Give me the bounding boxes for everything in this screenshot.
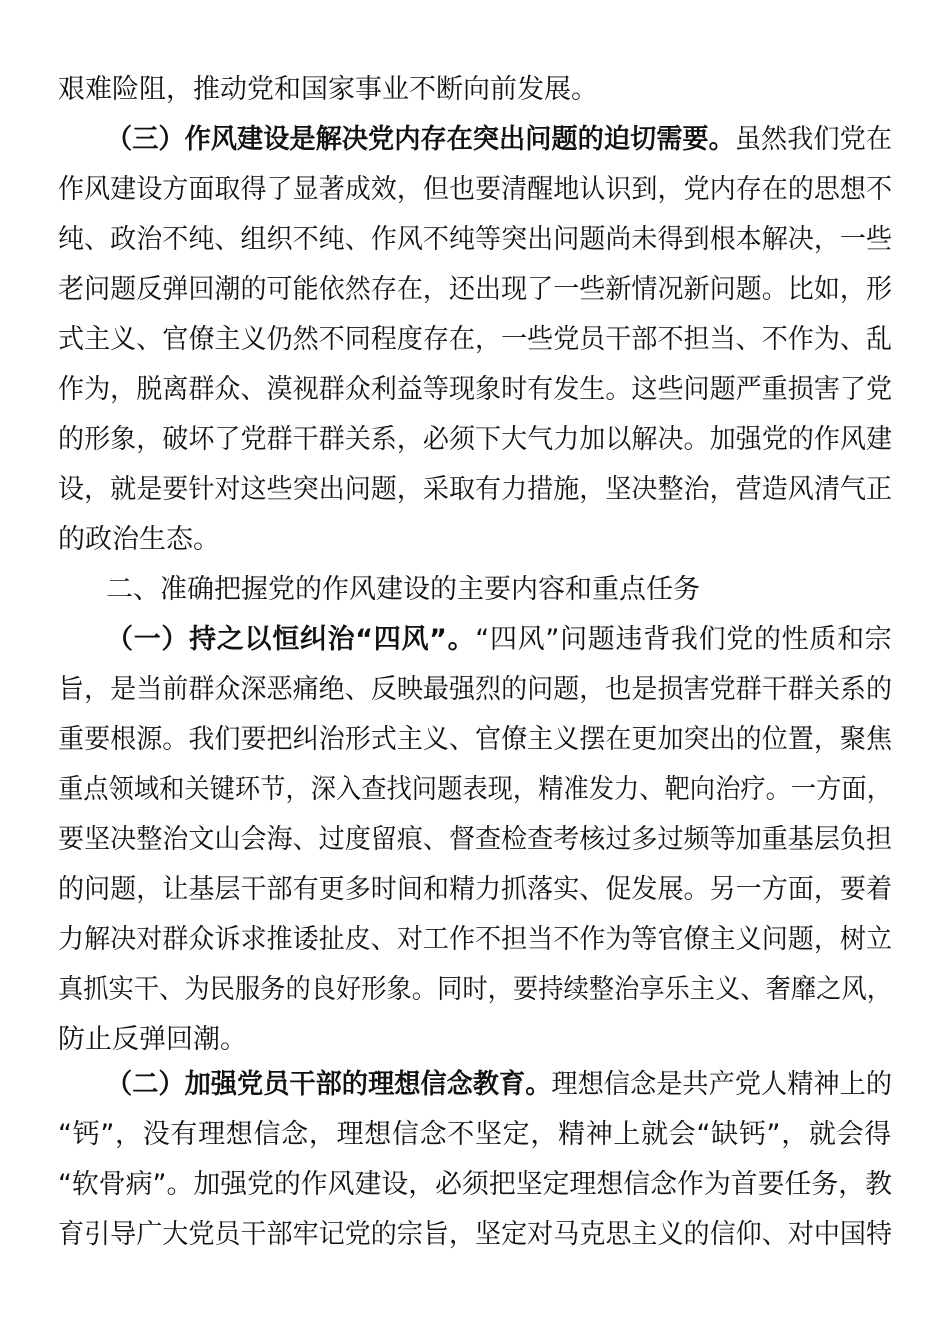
text-segment: 重要根源。我们要把纠治形式主义、官僚主义摆在更加突出的位置，聚焦 [58, 724, 893, 755]
text-line [106, 615, 892, 665]
text-segment: 真抓实干、为民服务的良好形象。同时，要持续整治享乐主义、奢靡之风， [58, 974, 892, 1005]
text-segment: 作风建设方面取得了显著成效，但也要清醒地认识到，党内存在的思想不 [58, 174, 893, 205]
text-segment: “四风”问题违背我们党的性质和宗 [475, 624, 893, 655]
text-line [58, 1210, 892, 1260]
text-segment: 式主义、官僚主义仍然不同程度存在，一些党员干部不担当、不作为、乱 [58, 324, 893, 355]
text-segment: “钙”，没有理想信念，理想信念不坚定，精神上就会“缺钙”，就会得 [58, 1119, 892, 1150]
text-line [58, 215, 892, 265]
text-segment: 的形象，破坏了党群干群关系，必须下大气力加以解决。加强党的作风建 [58, 424, 893, 455]
text-segment: 的政治生态。 [58, 524, 220, 555]
text-segment: 防止反弹回潮。 [58, 1024, 247, 1055]
text-segment: 设，就是要针对这些突出问题，采取有力措施，坚决整治，营造风清气正 [58, 474, 893, 505]
text-line [58, 1015, 247, 1065]
text-line [58, 1110, 892, 1160]
text-segment: 作为，脱离群众、漠视群众利益等现象时有发生。这些问题严重损害了党 [58, 374, 893, 405]
text-segment: 力解决对群众诉求推诿扯皮、对工作不担当不作为等官僚主义问题，树立 [58, 924, 893, 955]
text-segment: 老问题反弹回潮的可能依然存在，还出现了一些新情况新问题。比如，形 [58, 274, 893, 305]
text-line [58, 765, 892, 815]
text-line [58, 715, 892, 765]
text-segment: 二、准确把握党的作风建设的主要内容和重点任务 [106, 574, 700, 605]
text-segment: 育引导广大党员干部牢记党的宗旨，坚定对马克思主义的信仰、对中国特 [58, 1219, 893, 1250]
text-line [58, 965, 892, 1015]
bold-heading-segment: （二）加强党员干部的理想信念教育。 [106, 1069, 552, 1100]
text-line [58, 515, 220, 565]
text-segment: 旨，是当前群众深恶痛绝、反映最强烈的问题，也是损害党群干群关系的 [58, 674, 893, 705]
text-segment: 虽然我们党在 [734, 124, 893, 155]
text-line [58, 1160, 892, 1210]
text-line [58, 165, 892, 215]
bold-heading-segment: （一）持之以恒纠治“四风”。 [106, 624, 476, 655]
text-line [58, 265, 892, 315]
text-line [58, 865, 892, 915]
text-segment: 纯、政治不纯、组织不纯、作风不纯等突出问题尚未得到根本解决，一些 [58, 224, 893, 255]
text-segment: “软骨病”。加强党的作风建设，必须把坚定理想信念作为首要任务，教 [58, 1169, 892, 1200]
text-segment: 的问题，让基层干部有更多时间和精力抓落实、促发展。另一方面，要着 [58, 874, 893, 905]
text-line [58, 815, 892, 865]
text-segment: 重点领域和关键环节，深入查找问题表现，精准发力、靶向治疗。一方面， [58, 774, 892, 805]
text-line [58, 365, 892, 415]
text-line [106, 565, 700, 615]
text-line [58, 665, 892, 715]
text-segment: 理想信念是共产党人精神上的 [551, 1069, 893, 1100]
text-line [58, 915, 892, 965]
text-line [58, 65, 598, 115]
bold-heading-segment: （三）作风建设是解决党内存在突出问题的迫切需要。 [106, 124, 735, 155]
text-line [58, 415, 892, 465]
text-line [58, 465, 892, 515]
text-line [106, 115, 892, 165]
text-segment: 要坚决整治文山会海、过度留痕、督查检查考核过多过频等加重基层负担 [58, 824, 893, 855]
text-segment: 艰难险阻，推动党和国家事业不断向前发展。 [58, 74, 598, 105]
text-line [106, 1060, 892, 1110]
text-line [58, 315, 892, 365]
